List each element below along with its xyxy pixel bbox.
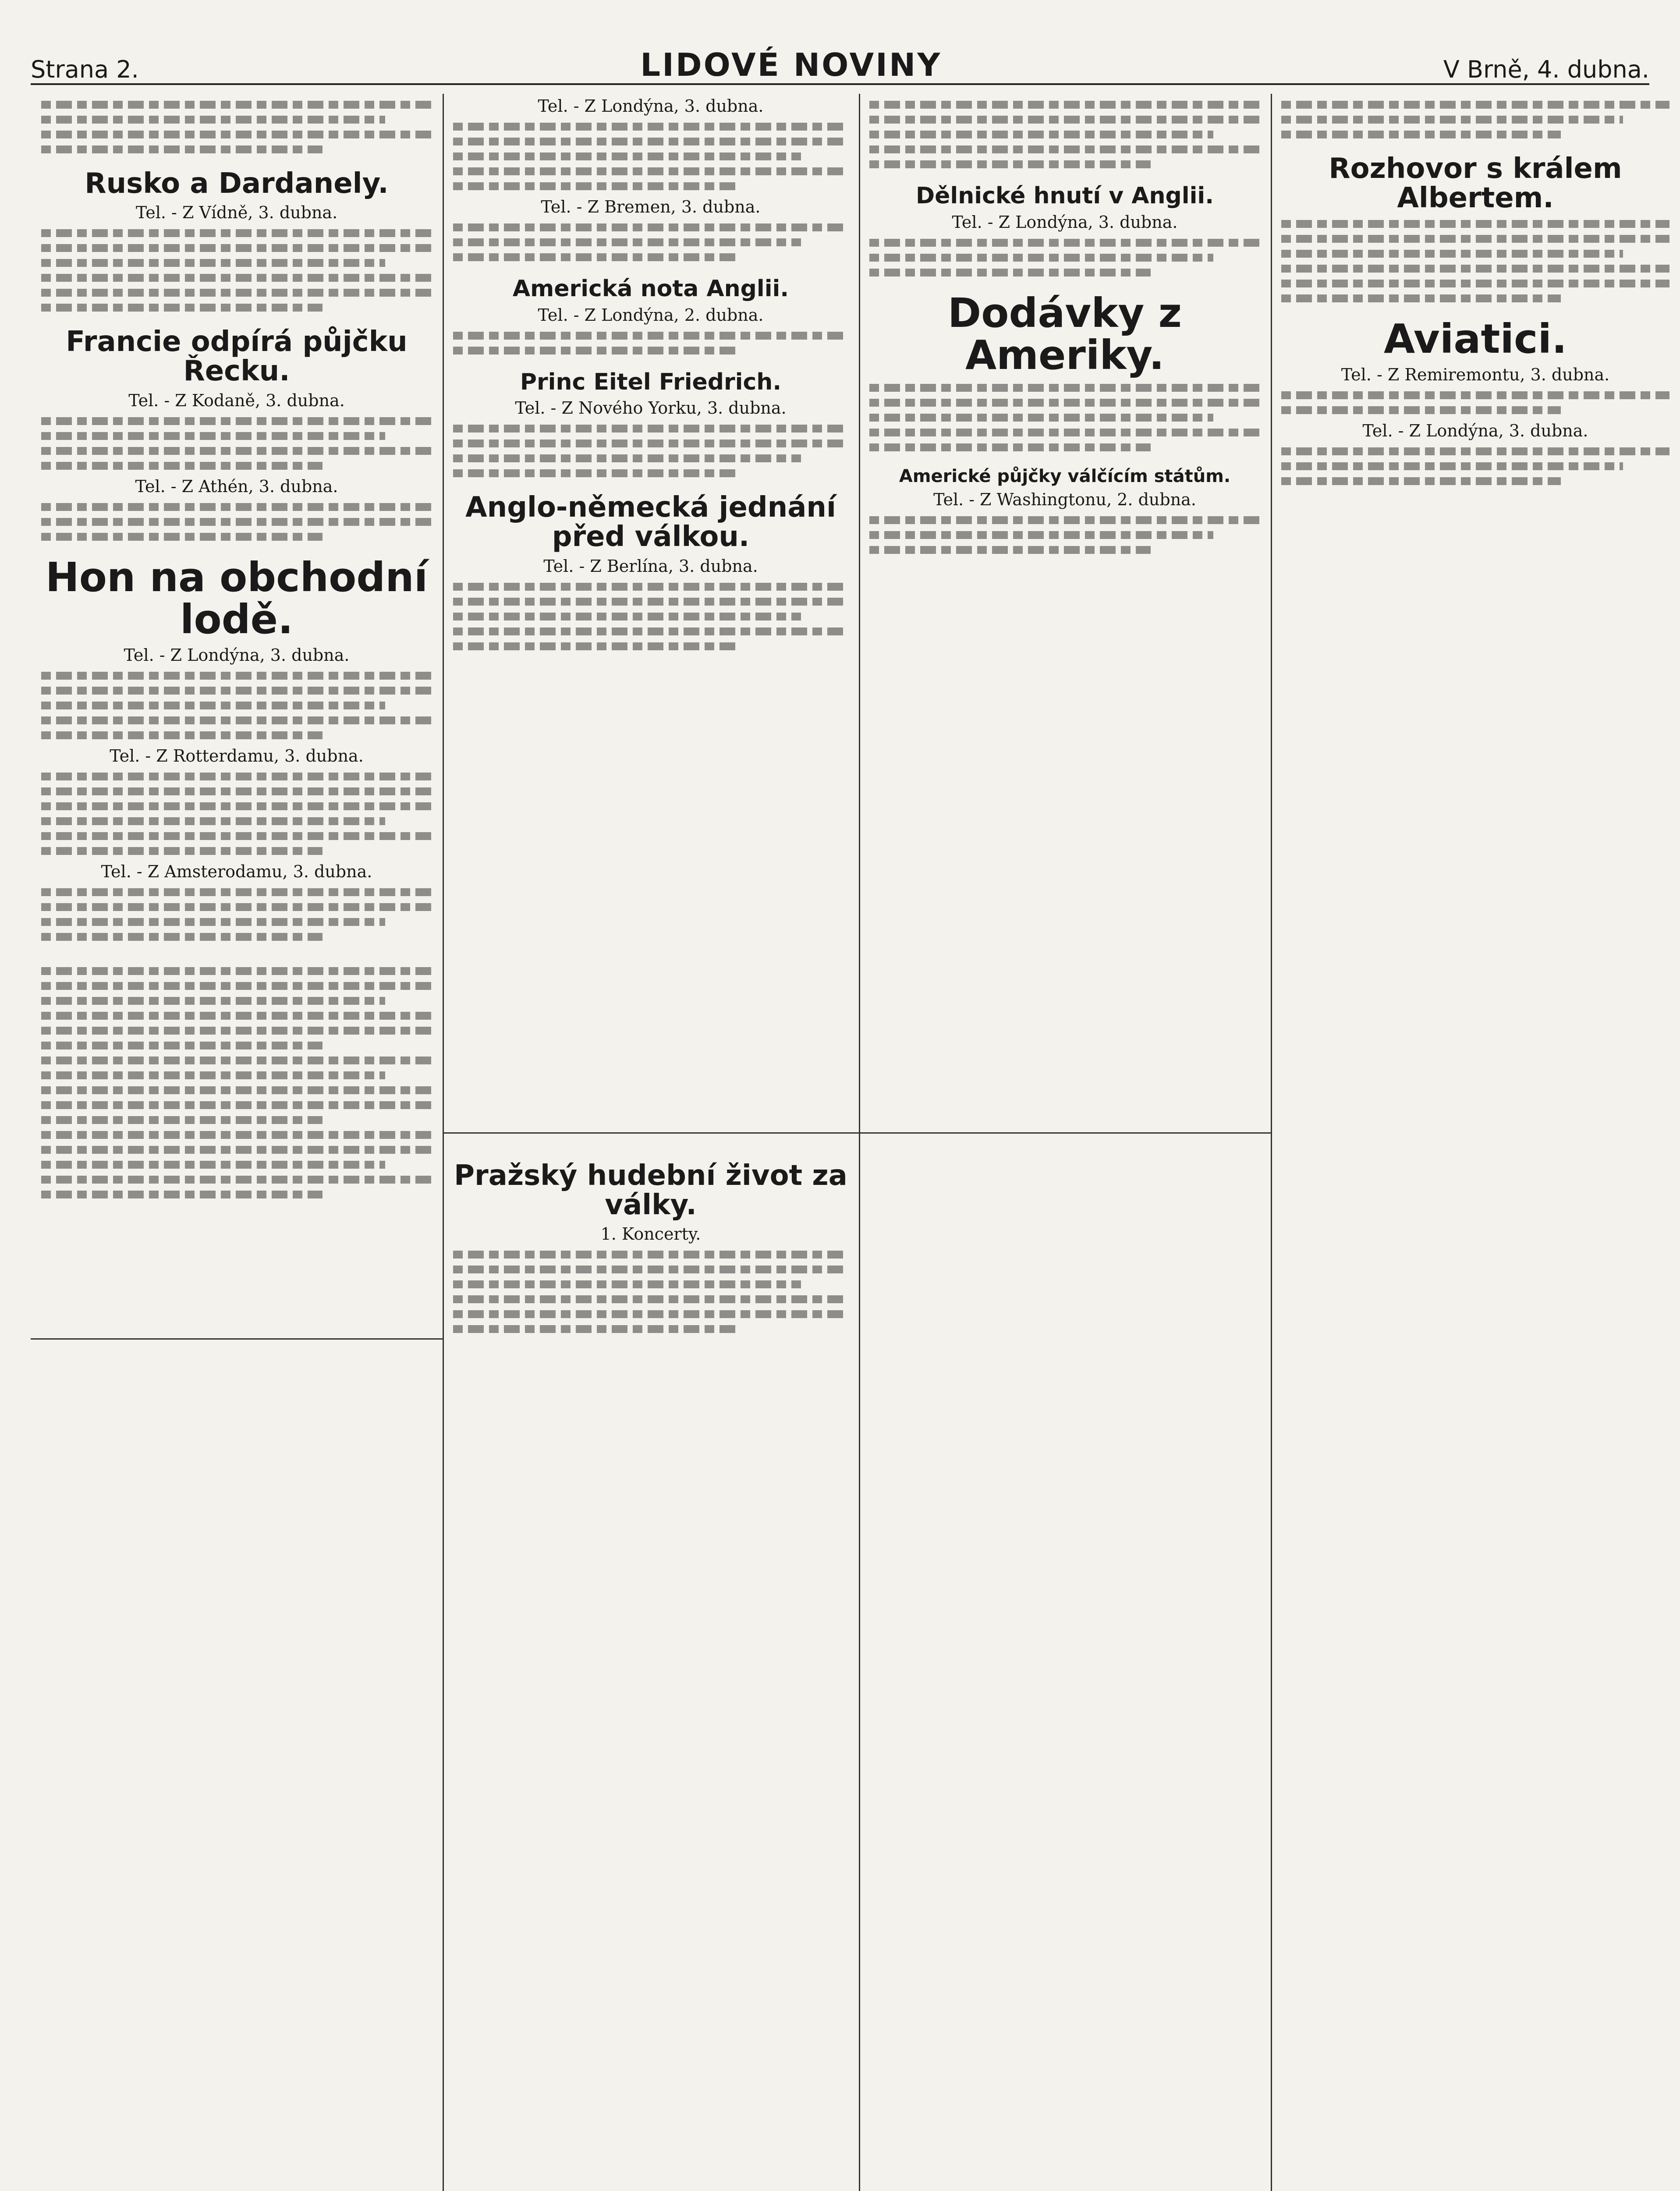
column-3 bbox=[859, 94, 1271, 561]
article-continuation bbox=[869, 101, 1260, 168]
article-body bbox=[41, 672, 432, 739]
dateline: Tel. - Z Kodaně, 3. dubna. bbox=[128, 390, 345, 410]
headline-dodavky: Dodávky z Ameriky. bbox=[947, 289, 1182, 379]
column-1 bbox=[31, 94, 443, 1205]
dateline: Tel. - Z Rotterdamu, 3. dubna. bbox=[110, 746, 364, 766]
feuilleton-body bbox=[41, 967, 432, 1198]
headline-aviatici: Aviatici. bbox=[1383, 316, 1567, 363]
article-continuation bbox=[41, 101, 432, 153]
issue-date: V Brně, 4. dubna. bbox=[1443, 56, 1649, 83]
dateline: Tel. - Z Remiremontu, 3. dubna. bbox=[1341, 365, 1610, 384]
article-body bbox=[41, 229, 432, 312]
column-2 bbox=[443, 94, 859, 657]
headline-princ-eitel: Princ Eitel Friedrich. bbox=[520, 369, 782, 395]
article-continuation bbox=[1281, 101, 1669, 138]
headline-delnicke-hnuti: Dělnické hnutí v Anglii. bbox=[915, 183, 1214, 209]
column-2-lower bbox=[443, 1145, 859, 1340]
dateline: Tel. - Z Londýna, 2. dubna. bbox=[538, 305, 764, 325]
masthead bbox=[31, 26, 1649, 85]
section-rule bbox=[31, 1338, 443, 1340]
dateline: Tel. - Z Bremen, 3. dubna. bbox=[541, 197, 761, 216]
dateline: Tel. - Z Athén, 3. dubna. bbox=[135, 476, 338, 496]
headline-rozhovor: Rozhovor s králem Albertem. bbox=[1329, 152, 1622, 215]
column-4 bbox=[1271, 94, 1680, 492]
dateline: Tel. - Z Londýna, 3. dubna. bbox=[1362, 421, 1588, 440]
article-body bbox=[41, 417, 432, 470]
dateline: Tel. - Z Londýna, 3. dubna. bbox=[538, 96, 764, 116]
headline-americka-nota: Americká nota Anglii. bbox=[512, 276, 789, 302]
article-body bbox=[41, 503, 432, 541]
article-body bbox=[1281, 391, 1669, 414]
article-body bbox=[869, 239, 1260, 277]
article-body bbox=[1281, 220, 1669, 302]
headline-rusko-dardanely: Rusko a Dardanely. bbox=[85, 167, 389, 200]
dateline: Tel. - Z Vídně, 3. dubna. bbox=[135, 203, 338, 223]
dateline: Tel. - Z Berlína, 3. dubna. bbox=[543, 556, 758, 576]
article-body bbox=[453, 425, 848, 477]
section-rule bbox=[443, 1132, 1271, 1134]
dateline: Tel. - Z Amsterodamu, 3. dubna. bbox=[101, 862, 372, 881]
article-body bbox=[41, 773, 432, 855]
newspaper-title: LIDOVÉ NOVINY bbox=[640, 46, 942, 83]
dateline: Tel. - Z Londýna, 3. dubna. bbox=[124, 645, 350, 665]
article-body bbox=[41, 888, 432, 941]
article-body bbox=[453, 332, 848, 355]
article-body bbox=[453, 583, 848, 650]
article-body bbox=[869, 516, 1260, 554]
headline-americke-pujcky: Americké půjčky válčícím státům. bbox=[899, 466, 1231, 486]
headline-prazsky-hudebni: Pražský hudební život za války. bbox=[454, 1159, 847, 1222]
article-grid bbox=[31, 94, 1649, 2191]
article-body bbox=[1281, 447, 1669, 485]
headline-francie: Francie odpírá půjčku Řecku. bbox=[66, 326, 408, 388]
dateline: Tel. - Z Washingtonu, 2. dubna. bbox=[933, 489, 1196, 509]
article-body bbox=[869, 384, 1260, 451]
headline-hon-na-lode: Hon na obchodní lodě. bbox=[45, 553, 428, 643]
dateline: Tel. - Z Londýna, 3. dubna. bbox=[952, 212, 1178, 232]
article-body bbox=[453, 1251, 848, 1333]
page-number: Strana 2. bbox=[31, 56, 139, 83]
dateline: Tel. - Z Nového Yorku, 3. dubna. bbox=[515, 398, 787, 418]
article-body bbox=[453, 123, 848, 190]
article-body bbox=[453, 223, 848, 261]
subheading: 1. Koncerty. bbox=[600, 1224, 701, 1244]
headline-anglo-nemecka: Anglo-německá jednání před válkou. bbox=[465, 491, 836, 553]
